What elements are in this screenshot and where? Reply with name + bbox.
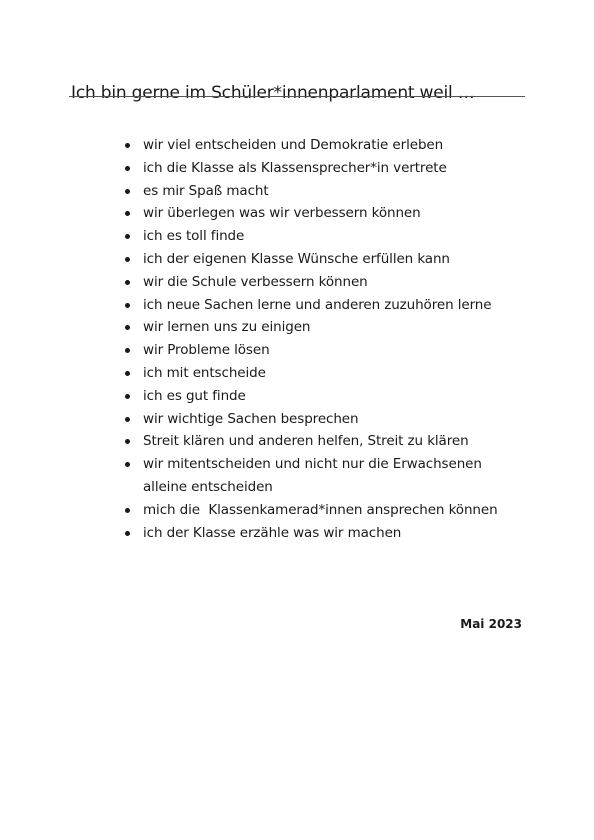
- document-date: Mai 2023: [460, 617, 522, 631]
- list-item-text: ich die Klasse als Klassensprecher*in vertrete: [143, 159, 447, 176]
- bullet-icon: [125, 371, 130, 376]
- bullet-icon: [125, 508, 130, 513]
- bullet-icon: [125, 143, 130, 148]
- list-item-text: ich der Klasse erzähle was wir machen: [143, 524, 402, 541]
- list-item-text: ich der eigenen Klasse Wünsche erfüllen kann: [143, 250, 450, 267]
- list-item: [123, 339, 523, 362]
- list-item-text: wir mitentscheiden und nicht nur die Erwachsenen alleine entscheiden: [143, 456, 482, 495]
- list-item-text: es mir Spaß macht: [143, 182, 269, 199]
- list-item-text: mich die Klassenkamerad*innen ansprechen können: [143, 501, 498, 518]
- document-title: Ich bin gerne im Schüler*innenparlament weil …: [71, 83, 475, 104]
- list-item-text: wir viel entscheiden und Demokratie erleben: [143, 137, 444, 153]
- bullet-icon: [125, 280, 130, 285]
- list-item-text: wir lernen uns zu einigen: [143, 319, 311, 336]
- bullet-icon: [125, 394, 130, 399]
- list-item-text: ich mit entscheide: [143, 364, 266, 381]
- list-item-text: ich neue Sachen lerne und anderen zuzuhören lerne: [143, 296, 492, 313]
- bullet-icon: [125, 211, 130, 216]
- list-item-text: wir Probleme lösen: [143, 342, 270, 359]
- list-item-text: wir überlegen was wir verbessern können: [143, 205, 421, 222]
- list-item: [123, 522, 523, 545]
- list-item-text: wir wichtige Sachen besprechen: [143, 410, 359, 427]
- list-item: [123, 362, 523, 385]
- bullet-icon: [125, 325, 130, 330]
- list-item: [123, 294, 523, 317]
- list-item: [123, 385, 523, 408]
- list-item: [123, 271, 523, 294]
- list-item: [123, 430, 523, 453]
- list-item: [123, 499, 523, 522]
- list-item: [123, 408, 523, 431]
- list-item-text: wir die Schule verbessern können: [143, 273, 368, 290]
- bullet-icon: [125, 439, 130, 444]
- title-underline: [69, 96, 525, 97]
- bullet-icon: [125, 189, 130, 194]
- bullet-icon: [125, 348, 130, 353]
- list-item: [123, 134, 523, 157]
- list-item: [123, 225, 523, 248]
- list-item: [123, 202, 523, 225]
- bullet-icon: [125, 166, 130, 171]
- list-item: [123, 157, 523, 180]
- list-item: [123, 180, 523, 203]
- bullet-icon: [125, 417, 130, 422]
- bullet-icon: [125, 234, 130, 239]
- bullet-icon: [125, 257, 130, 262]
- bullet-icon: [125, 531, 130, 536]
- list-item: [123, 316, 523, 339]
- bullet-icon: [125, 303, 130, 308]
- list-item: [123, 453, 523, 499]
- reasons-list: [123, 134, 523, 544]
- list-item-text: Streit klären und anderen helfen, Streit zu klären: [143, 433, 469, 450]
- list-item: [123, 248, 523, 271]
- list-item-text: ich es toll finde: [143, 228, 245, 245]
- bullet-icon: [125, 462, 130, 467]
- list-item-text: ich es gut finde: [143, 387, 246, 404]
